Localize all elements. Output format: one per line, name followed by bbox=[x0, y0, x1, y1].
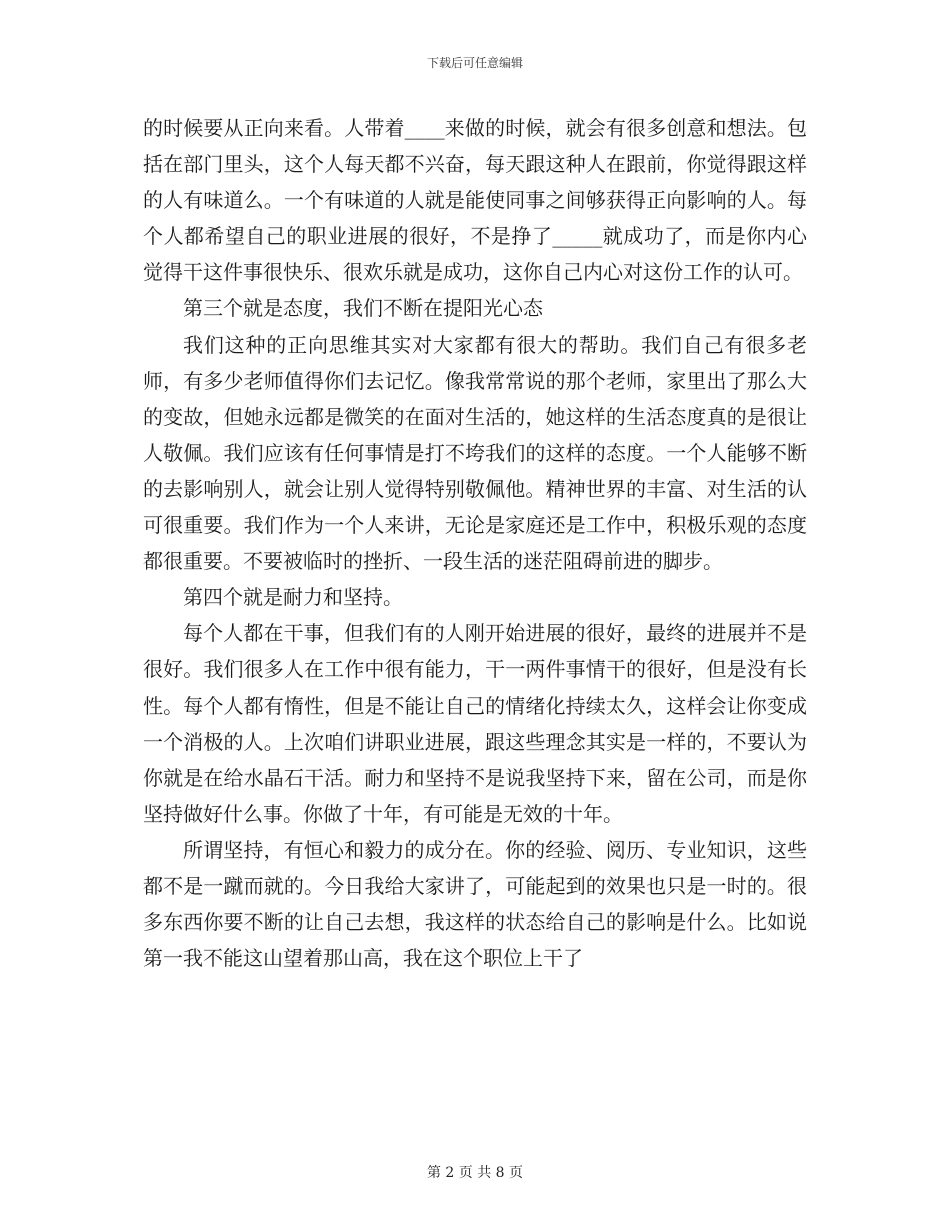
page-footer: 第 2 页 共 8 页 bbox=[426, 1165, 524, 1181]
paragraph: 每个人都在干事，但我们有的人刚开始进展的很好，最终的进展并不是很好。我们很多人在工作中很有能力，干一两件事情干的很好，但是没有长性。每个人都有惰性，但是不能让自己的情绪化持续太久，这样会让你变成一个消极的人。上次咱们讲职业进展，跟这些理念其实是一样的，不要认为你就是在给水晶石干活。耐力和坚持不是说我坚持下来，留在公司，而是你坚持做好什么事。你做了十年，有可能是无效的十年。 bbox=[143, 621, 807, 826]
page-header: 下载后可任意编辑 bbox=[426, 56, 523, 70]
paragraph: 的时候要从正向来看。人带着____来做的时候，就会有很多创意和想法。包括在部门里头，这个人每天都不兴奋，每天跟这种人在跟前，你觉得跟这样的人有味道么。一个有味道的人就是能使同事之间够获得正向影响的人。每个人都希望自己的职业进展的很好，不是挣了_____就成功了，而是你内心觉得干这件事很快乐、很欢乐就是成功，这你自己内心对这份工作的认可。 bbox=[143, 116, 807, 285]
section-heading: 第三个就是态度，我们不断在提阳光心态 bbox=[183, 296, 543, 321]
paragraph: 我们这种的正向思维其实对大家都有很大的帮助。我们自己有很多老师，有多少老师值得你们去记忆。像我常常说的那个老师，家里出了那么大的变故，但她永远都是微笑的在面对生活的，她这样的生活态度真的是很让人敬佩。我们应该有任何事情是打不垮我们的这样的态度。一个人能够不断的去影响别人，就会让别人觉得特别敬佩他。精神世界的丰富、对生活的认可很重要。我们作为一个人来讲，无论是家庭还是工作中，积极乐观的态度都很重要。不要被临时的挫折、一段生活的迷茫阻碍前进的脚步。 bbox=[143, 332, 807, 574]
section-heading: 第四个就是耐力和坚持。 bbox=[183, 585, 403, 610]
paragraph: 所谓坚持，有恒心和毅力的成分在。你的经验、阅历、专业知识，这些都不是一蹴而就的。今日我给大家讲了，可能起到的效果也只是一时的。很多东西你要不断的让自己去想，我这样的状态给自己的影响是什么。比如说第一我不能这山望着那山高，我在这个职位上干了 bbox=[143, 837, 807, 971]
document-body bbox=[143, 110, 807, 976]
